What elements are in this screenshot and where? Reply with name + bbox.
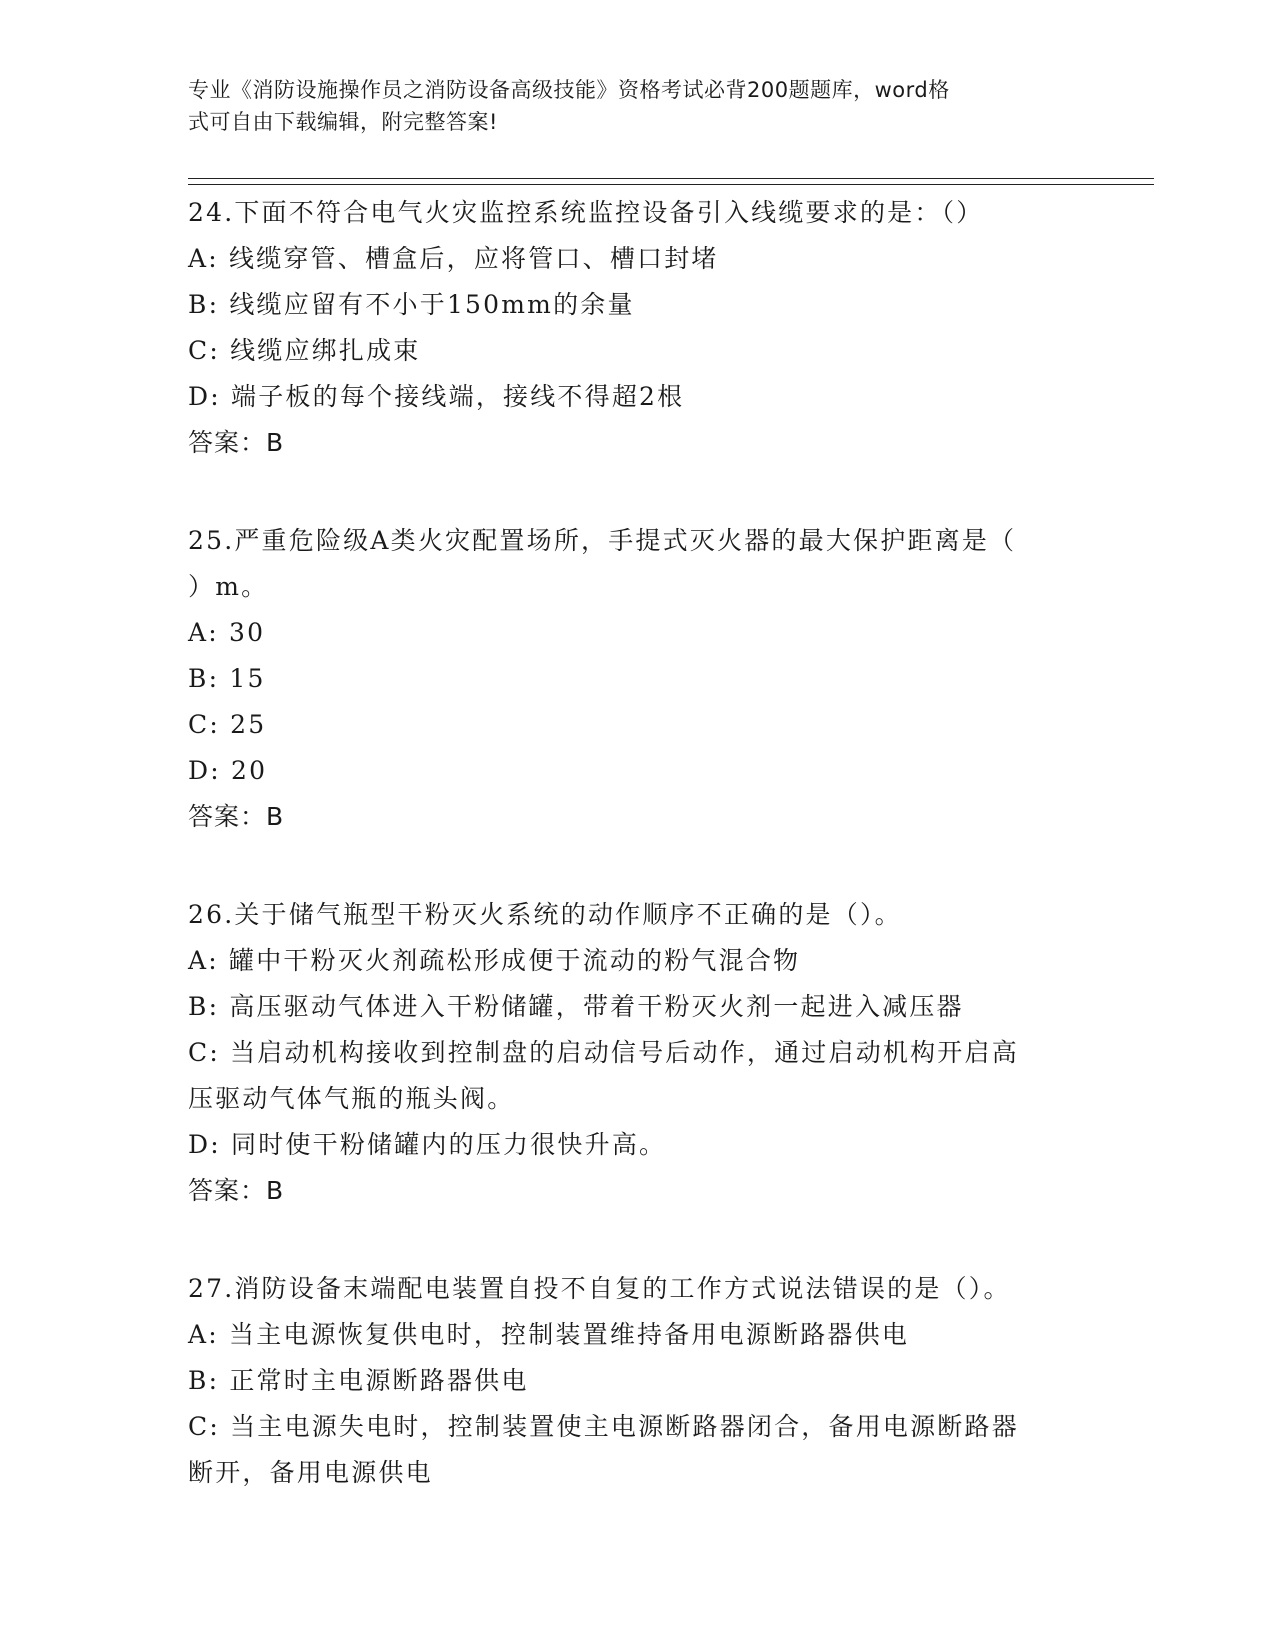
option-b: B: 正常时主电源断路器供电 [188,1366,529,1395]
answer-label: 答案：B [188,1176,285,1205]
question-stem: 25.严重危险级A类火灾配置场所，手提式灭火器的最大保护距离是（ [188,526,1017,555]
option-a: A: 线缆穿管、槽盒后，应将管口、槽口封堵 [188,244,719,273]
option-a: A: 30 [188,618,266,647]
header-line-2: 式可自由下载编辑，附完整答案! [188,110,498,134]
question-stem-continued: ）m。 [188,572,269,601]
question-list [188,190,1108,1548]
option-c-continued: 断开，备用电源供电 [188,1458,433,1487]
question-24 [188,190,1108,466]
option-c: C: 25 [188,710,267,739]
option-a: A: 当主电源恢复供电时，控制装置维持备用电源断路器供电 [188,1320,910,1349]
question-stem: 26.关于储气瓶型干粉灭火系统的动作顺序不正确的是（）。 [188,900,902,929]
header-divider-bottom [188,184,1154,185]
header-line-1: 专业《消防设施操作员之消防设备高级技能》资格考试必背200题题库，word格 [188,78,950,102]
question-stem: 24.下面不符合电气火灾监控系统监控设备引入线缆要求的是：（） [188,198,984,227]
question-27 [188,1266,1108,1496]
option-b: B: 15 [188,664,266,693]
question-stem: 27.消防设备末端配电装置自投不自复的工作方式说法错误的是（）。 [188,1274,1011,1303]
option-b: B: 高压驱动气体进入干粉储罐，带着干粉灭火剂一起进入减压器 [188,992,964,1021]
option-c-continued: 压驱动气体气瓶的瓶头阀。 [188,1084,515,1113]
option-c: C: 当主电源失电时，控制装置使主电源断路器闭合，备用电源断路器 [188,1412,1019,1441]
option-d: D: 同时使干粉储罐内的压力很快升高。 [188,1130,667,1159]
option-d: D: 20 [188,756,268,785]
option-b: B: 线缆应留有不小于150mm的余量 [188,290,635,319]
option-d: D: 端子板的每个接线端，接线不得超2根 [188,382,685,411]
answer-label: 答案：B [188,428,285,457]
option-a: A: 罐中干粉灭火剂疏松形成便于流动的粉气混合物 [188,946,801,975]
header-divider-top [188,178,1154,179]
document-header [188,74,1088,138]
question-25 [188,518,1108,840]
option-c: C: 当启动机构接收到控制盘的启动信号后动作，通过启动机构开启高 [188,1038,1019,1067]
question-26 [188,892,1108,1214]
answer-label: 答案：B [188,802,285,831]
option-c: C: 线缆应绑扎成束 [188,336,421,365]
